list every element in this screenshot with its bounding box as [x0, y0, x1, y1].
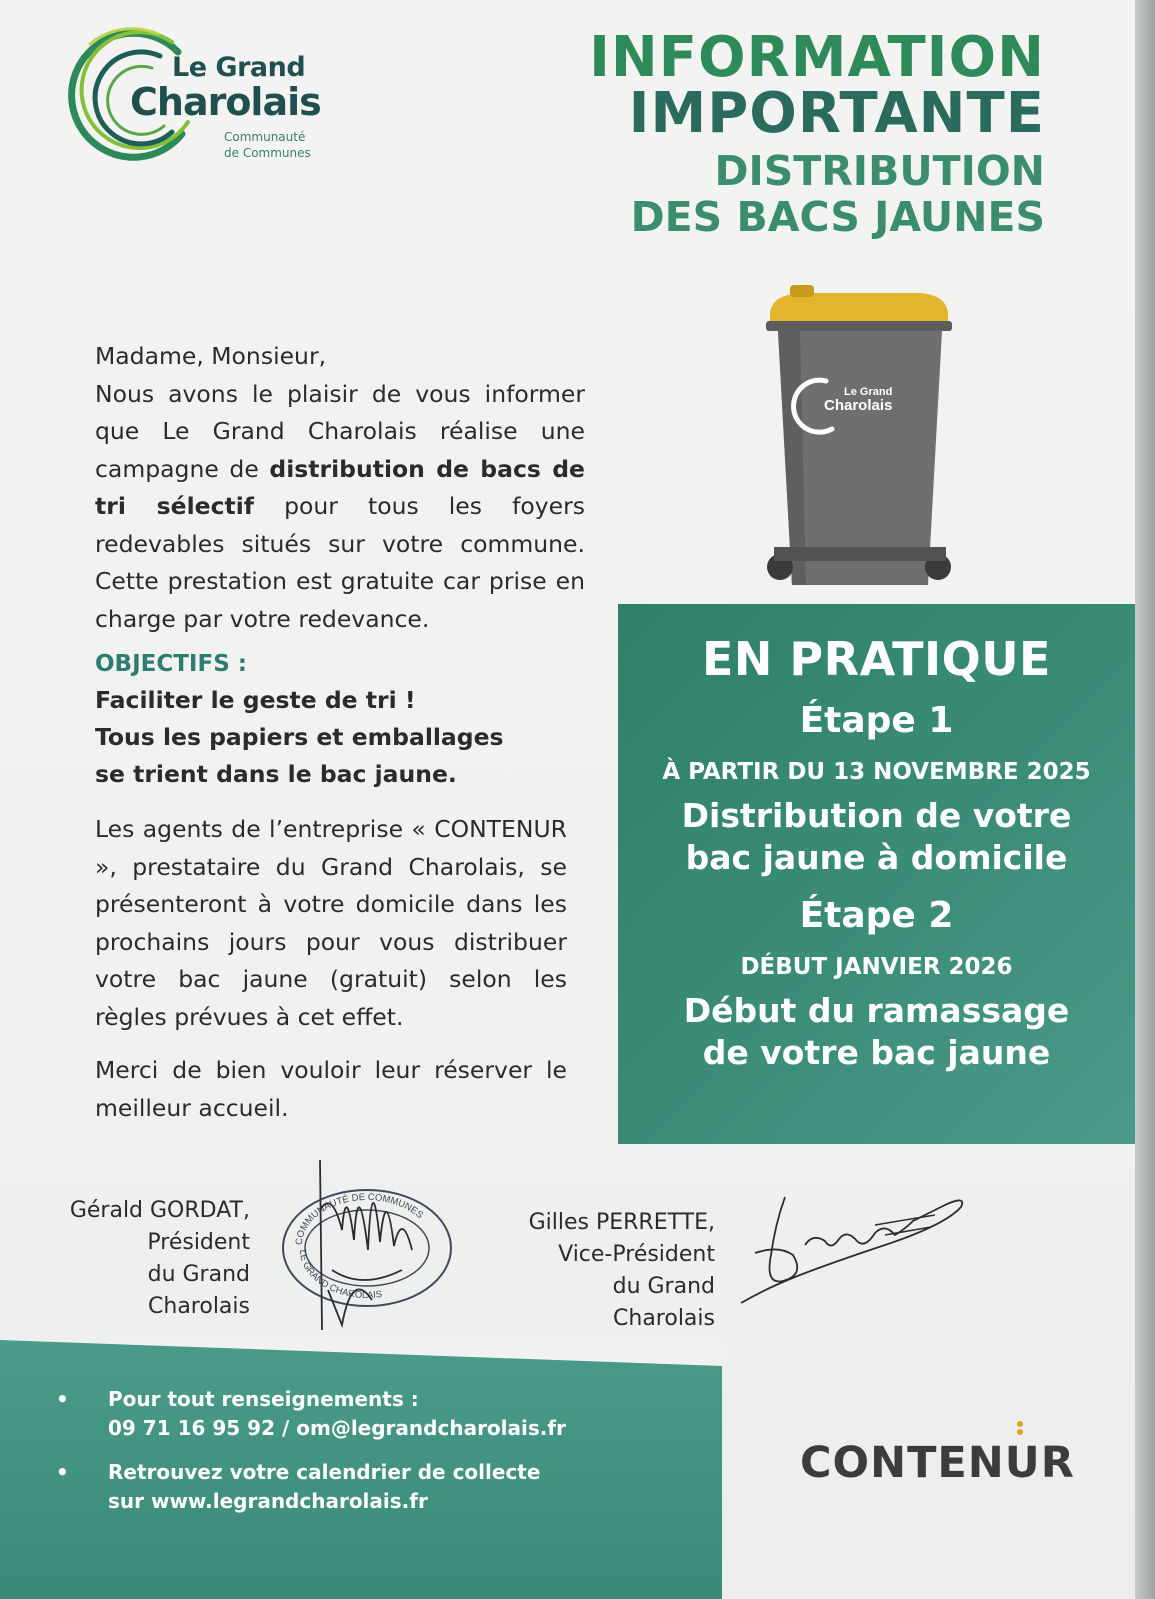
intro-text-a: Nous avons le plaisir de vous informer que Le Grand Charolais réalise une campagne de — [95, 379, 585, 483]
calendar-line1: Retrouvez votre calendrier de collecte — [108, 1460, 541, 1484]
step2-desc-line1: Début du ramassage — [683, 991, 1070, 1030]
signatory-vice-president — [505, 1207, 715, 1335]
footer-calendar-info — [56, 1458, 540, 1516]
bullet-icon: • — [56, 1460, 69, 1484]
logo-subtitle-line1: Communauté — [224, 130, 306, 144]
step2-desc-line2: de votre bac jaune — [702, 1033, 1051, 1072]
yellow-bin-illustration — [760, 285, 960, 605]
page-edge — [1135, 0, 1155, 1599]
step1-desc-line2: bac jaune à domicile — [685, 838, 1068, 877]
vice-president-name: Gilles PERRETTE, — [528, 1210, 715, 1235]
title-line4: DES BACS JAUNES — [630, 193, 1045, 241]
step2-label: Étape 2 — [799, 895, 954, 936]
vice-president-signature — [735, 1185, 975, 1315]
title-line2: IMPORTANTE — [628, 81, 1045, 146]
closing-paragraph: Merci de bien vouloir leur réserver le meilleur accueil. — [95, 1056, 567, 1122]
intro-text-bold: distribution de bacs de tri sélectif — [95, 454, 585, 520]
bin-logo-text-2: Charolais — [824, 397, 893, 414]
intro-paragraph — [95, 376, 585, 639]
logo-subtitle-line2: de Communes — [224, 146, 311, 160]
objective-item: Tous les papiers et emballages — [95, 723, 504, 751]
logo-name-line2: Charolais — [130, 80, 321, 124]
contenur-logo-text: CONTENUR — [800, 1438, 1075, 1488]
contact-details: 09 71 16 95 92 / om@legrandcharolais.fr — [108, 1416, 566, 1440]
contenur-dots-icon — [1015, 1420, 1025, 1442]
calendar-line2: sur www.legrandcharolais.fr — [108, 1489, 428, 1513]
pratique-title: EN PRATIQUE — [702, 632, 1051, 686]
bullet-icon: • — [56, 1387, 69, 1411]
contenur-logo — [800, 1438, 1075, 1488]
president-role: Président — [147, 1230, 250, 1255]
page-title — [589, 25, 1045, 241]
step1-label: Étape 1 — [799, 700, 954, 741]
step1-date: À PARTIR DU 13 NOVEMBRE 2025 — [662, 759, 1091, 785]
en-pratique-box — [618, 604, 1135, 1144]
stamp-text-top: COMMUNAUTÉ DE COMMUNES — [293, 1191, 426, 1246]
footer-contact-info — [56, 1385, 566, 1443]
objectives-title: OBJECTIFS : — [95, 651, 247, 677]
intro-text-b: pour tous les foyers redevables situés sur votre commune. Cette prestation est gratuite car prise en charge par votre redevance. — [95, 492, 585, 633]
objective-item: se trient dans le bac jaune. — [95, 760, 457, 788]
salutation: Madame, Monsieur, — [95, 342, 327, 370]
step1-description — [618, 795, 1135, 879]
step2-description — [618, 990, 1135, 1074]
vice-president-role: Vice-Président — [558, 1242, 715, 1267]
president-name: Gérald GORDAT, — [69, 1198, 250, 1223]
stamp-text-bottom: LE GRAND CHAROLAIS — [296, 1249, 383, 1302]
agents-paragraph: Les agents de l’entreprise « CONTENUR », prestataire du Grand Charolais, se présenteront à votre domicile dans les prochains jours pour vous distribuer votre bac jaune (gratuit) selon les règles prévues à cet effet. — [95, 815, 567, 1031]
objective-item: Faciliter le geste de tri ! — [95, 686, 416, 714]
signatory-president — [50, 1195, 250, 1323]
president-org: du Grand Charolais — [147, 1262, 250, 1319]
title-line3: DISTRIBUTION — [714, 147, 1045, 195]
logo-name-line1: Le Grand — [172, 52, 306, 83]
title-line1: INFORMATION — [589, 25, 1045, 90]
letter-body — [95, 338, 585, 1127]
contact-title: Pour tout renseignements : — [108, 1387, 419, 1411]
bin-logo-text-1: Le Grand — [844, 386, 893, 398]
official-stamp-and-signature — [272, 1150, 462, 1345]
step1-desc-line1: Distribution de votre — [681, 796, 1072, 835]
grand-charolais-logo — [60, 22, 360, 172]
vice-president-org: du Grand Charolais — [612, 1274, 715, 1331]
step2-date: DÉBUT JANVIER 2026 — [740, 954, 1013, 980]
